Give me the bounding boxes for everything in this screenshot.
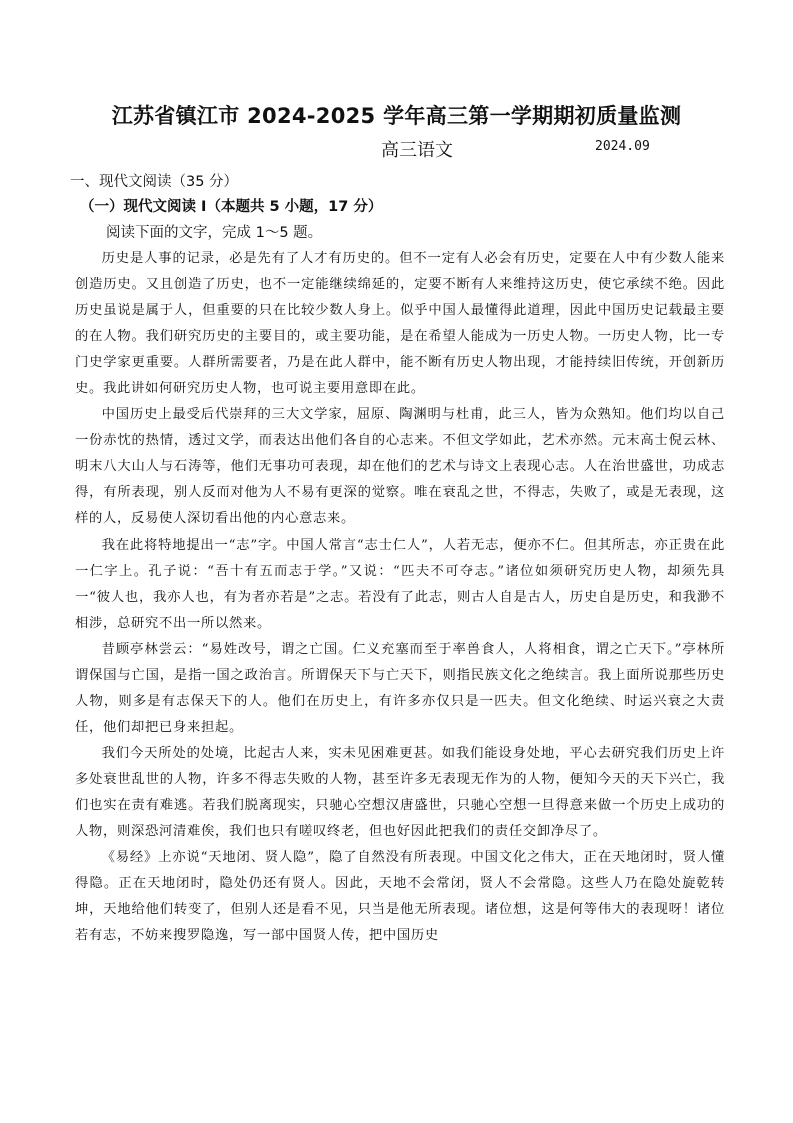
passage-paragraph-6: 《易经》上亦说“天地闭、贤人隐”，隐了自然没有所表现。中国文化之伟大，正在天地闭时，贤人懂得隐。正在天地闭时，隐处仍还有贤人。因此，天地不会常闭，贤人不会常隐。这些人乃在隐处旋乾转坤，天地给他们转变了，但别人还是看不见，只当是他无所表现。诸位想，这是何等伟大的表现呀！诸位若有志，不妨来搜罗隐逸，写一部中国贤人传，把中国历史 (75, 850, 725, 944)
section-heading: 一、现代文阅读（35 分） (70, 174, 239, 190)
passage-paragraph-1: 历史是人事的记录，必是先有了人才有历史的。但不一定有人必会有历史，定要在人中有少数人能来创造历史。又且创造了历史，也不一定能继续绵延的，定要不断有人来维持这历史，使它承续不绝。因此历史虽说是属于人，但重要的只在比较少数人身上。似乎中国人最懂得此道理，因此中国历史记载最主要的在人物。我们研究历史的主要目的，或主要功能，是在希望人能成为一历史人物。一历史人物，比一专门史学家更重要。人群所需要者，乃是在此人群中，能不断有历史人物出现，才能持续旧传统，开创新历史。我此讲如何研究历史人物，也可说主要用意即在此。 (75, 251, 725, 397)
subject-label: 高三语文 (381, 140, 453, 161)
page-title: 江苏省镇江市 2024-2025 学年高三第一学期期初质量监测 (111, 104, 682, 128)
passage-paragraph-4: 昔顾亭林尝云：“易姓改号，谓之亡国。仁义充塞而至于率兽食人，人将相食，谓之亡天下。”亭林所谓保国与亡国，是指一国之政治言。所谓保天下与亡天下，则指民族文化之绝续言。我上面所说那些历史人物，则多是有志保天下的人。他们在历史上，有许多亦仅只是一匹夫。但文化绝续、时运兴衰之大责任，他们却把已身来担起。 (75, 641, 725, 735)
subsection-heading: （一）现代文阅读 I（本题共 5 小题，17 分） (80, 199, 383, 215)
passage-paragraph-5: 我们今天所处的处境，比起古人来，实未见困难更甚。如我们能设身处地，平心去研究我们历史上许多处衰世乱世的人物，许多不得志失败的人物，甚至许多无表现无作为的人物，便知今天的天下兴亡，我们也实在责有难逃。若我们脱离现实，只驰心空想汉唐盛世，只驰心空想一旦得意来做一个历史上成功的人物，则深恐河清难俟，我们也只有嗟叹终老，但也好因此把我们的责任交卸净尽了。 (75, 745, 725, 840)
reading-passage (75, 246, 725, 949)
passage-paragraph-3: 我在此将特地提出一“志”字。中国人常言“志士仁人”，人若无志，便亦不仁。但其所志，亦正贵在此一仁字上。孔子说：“吾十有五而志于学。”又说：“匹夫不可夺志。”诸位如须研究历史人物，却须先具一“彼人也，我亦人也，有为者亦若是”之志。若没有了此志，则古人自是古人，历史自是历史，和我渺不相涉，总研究不出一所以然来。 (75, 537, 725, 631)
reading-instruction: 阅读下面的文字，完成 1～5 题。 (106, 225, 323, 241)
subtitle-row (0, 136, 793, 160)
passage-paragraph-2: 中国历史上最受后代崇拜的三大文学家，屈原、陶渊明与杜甫，此三人，皆为众熟知。他们均以自己一份赤忱的热情，透过文学，而表达出他们各自的心志来。不但文学如此，艺术亦然。元末高士倪云林、明末八大山人与石涛等，他们无事功可表现，却在他们的艺术与诗文上表现心志。人在治世盛世，功成志得，有所表现，别人反而对他为人不易有更深的觉察。唯在衰乱之世，不得志，失败了，或是无表现，这样的人，反易使人深切看出他的内心意志来。 (75, 407, 725, 527)
exam-date: 2024.09 (595, 139, 650, 154)
